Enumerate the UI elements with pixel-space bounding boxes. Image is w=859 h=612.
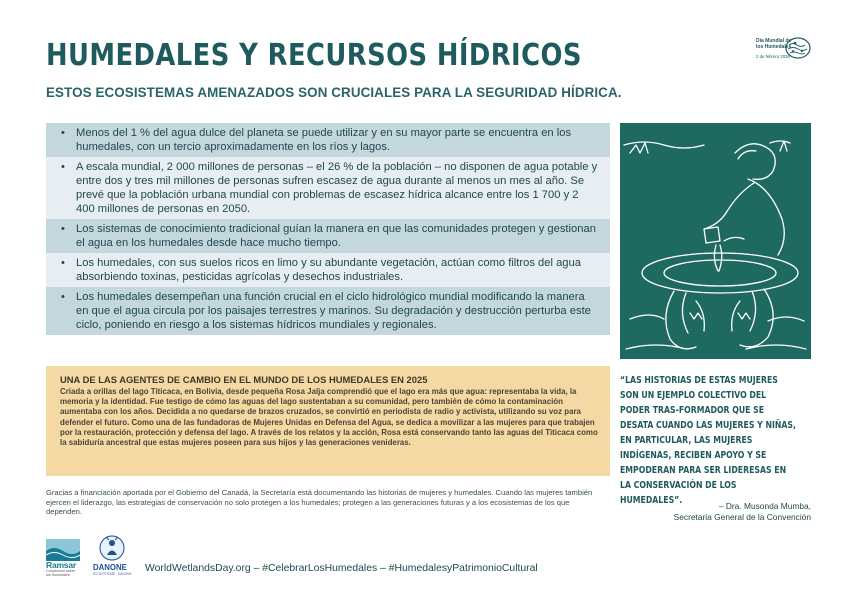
page-title: HUMEDALES Y RECURSOS HÍDRICOS — [46, 38, 582, 73]
quote-author-role: Secretaria General de la Convención — [673, 512, 811, 522]
fact-item: • A escala mundial, 2 000 millones de personas – el 26 % de la población – no disponen de agua potable y entre dos y tres mil millones de personas sufren escasez de agua durante al menos un mes al año. Se prevé que la población urbana mundial con problemas de escasez hídrica alcance entre los 1 700 y 2 400 millones de personas en 2050. — [46, 157, 610, 219]
fact-item: • Los humedales, con sus suelos ricos en limo y su abundante vegetación, actúan como filtros del agua absorbiendo toxinas, pesticidas agrícolas y desechos industriales. — [46, 253, 610, 287]
danone-subtitle: ECOSYSTEME · DANONE — [93, 572, 132, 576]
ramsar-name: Ramsar — [46, 560, 76, 570]
fact-item: • Los humedales desempeñan una función crucial en el ciclo hidrológico mundial modificando la manera en que el agua circula por los paisajes terrestres y marinos. Su degradación y destrucción perturba este ciclo, poniendo en riesgo a los sistemas hídricos mundiales y regionales. — [46, 287, 610, 335]
ramsar-wave-icon — [46, 539, 80, 561]
quote-attribution — [674, 501, 811, 523]
fact-item: • Menos del 1 % del agua dulce del planeta se puede utilizar y en su mayor parte se encuentra en los humedales, con un tercio aproximadamente en los ríos y lagos. — [46, 123, 610, 157]
danone-name: DANONE — [93, 563, 127, 572]
illustration-line-art — [620, 123, 811, 359]
ramsar-subtitle: Convención sobre los Humedales — [46, 569, 75, 577]
story-body: Criada a orillas del lago Titicaca, en Bolivia, desde pequeña Rosa Jalja comprendió que el lago era más que agua: representaba la vida, la memoria y la identidad. Fue testigo de cómo las aguas del lago sustentaban a su comunidad, pero también de cómo la contaminación aumentaba con los años. Decidida a no quedarse de brazos cruzados, se convirtió en periodista de radio y activista, utilizando su voz para defender el futuro. Como una de las fundadoras de Mujeres Unidas en Defensa del Agua, se dedica a movilizar a las mujeres para que trabajen por la restauración, protección y defensa del lago. A través de los relatos y la acción, Rosa está conservando tanto las aguas del Titicaca como la sabiduría ancestral que estas mujeres poseen para sus hijos y las generaciones venideras. — [60, 387, 598, 448]
illustration-woman-water — [620, 123, 811, 359]
footer-hashtags[interactable]: WorldWetlandsDay.org – #CelebrarLosHumedales – #HumedalesyPatrimonioCultural — [145, 563, 538, 574]
facts-list — [46, 123, 610, 359]
page-subtitle: ESTOS ECOSISTEMAS AMENAZADOS SON CRUCIALES PARA LA SEGURIDAD HÍDRICA. — [46, 85, 622, 100]
world-wetlands-day-logo — [756, 36, 818, 66]
ramsar-logo — [46, 539, 80, 577]
funding-note: Gracias a financiación aportada por el Gobierno del Canadá, la Secretaría está documentando las historias de mujeres y humedales. Cuando las mujeres también ejercen el liderazgo, las estrategias de conservación no solo protegen a los humedales; protegen a las generaciones futuras y a los ecosistemas de los que dependen. — [46, 488, 593, 517]
wetland-globe-icon — [782, 36, 812, 60]
wwd-logo-line2: los Humedales — [756, 43, 792, 50]
wwd-logo-date: 2 de febrero 2026 — [756, 54, 790, 59]
fact-item: • Los sistemas de conocimiento tradicional guían la manera en que las comunidades protegen y gestionan el agua en los humedales desde hace mucho tiempo. — [46, 219, 610, 253]
danone-child-icon — [99, 535, 125, 561]
wwd-logo-line1: Día Mundial de — [756, 38, 792, 44]
agent-of-change-box — [46, 366, 610, 476]
danone-logo — [93, 535, 131, 579]
quote-text: “LAS HISTORIAS DE ESTAS MUJERES SON UN EJEMPLO COLECTIVO DEL PODER TRAS-FORMADOR QUE SE DESATA CUANDO LAS MUJERES Y NIÑAS, EN PARTICULAR, LAS MUJERES INDÍGENAS, RECIBEN APOYO Y SE EMPODERAN PARA SER LIDERESAS EN LA CONSERVACIÓN DE LOS HUMEDALES”. — [620, 375, 796, 506]
quote-author: – Dra. Musonda Mumba, — [718, 501, 811, 511]
story-title: UNA DE LAS AGENTES DE CAMBIO EN EL MUNDO DE LOS HUMEDALES EN 2025 — [60, 374, 428, 385]
